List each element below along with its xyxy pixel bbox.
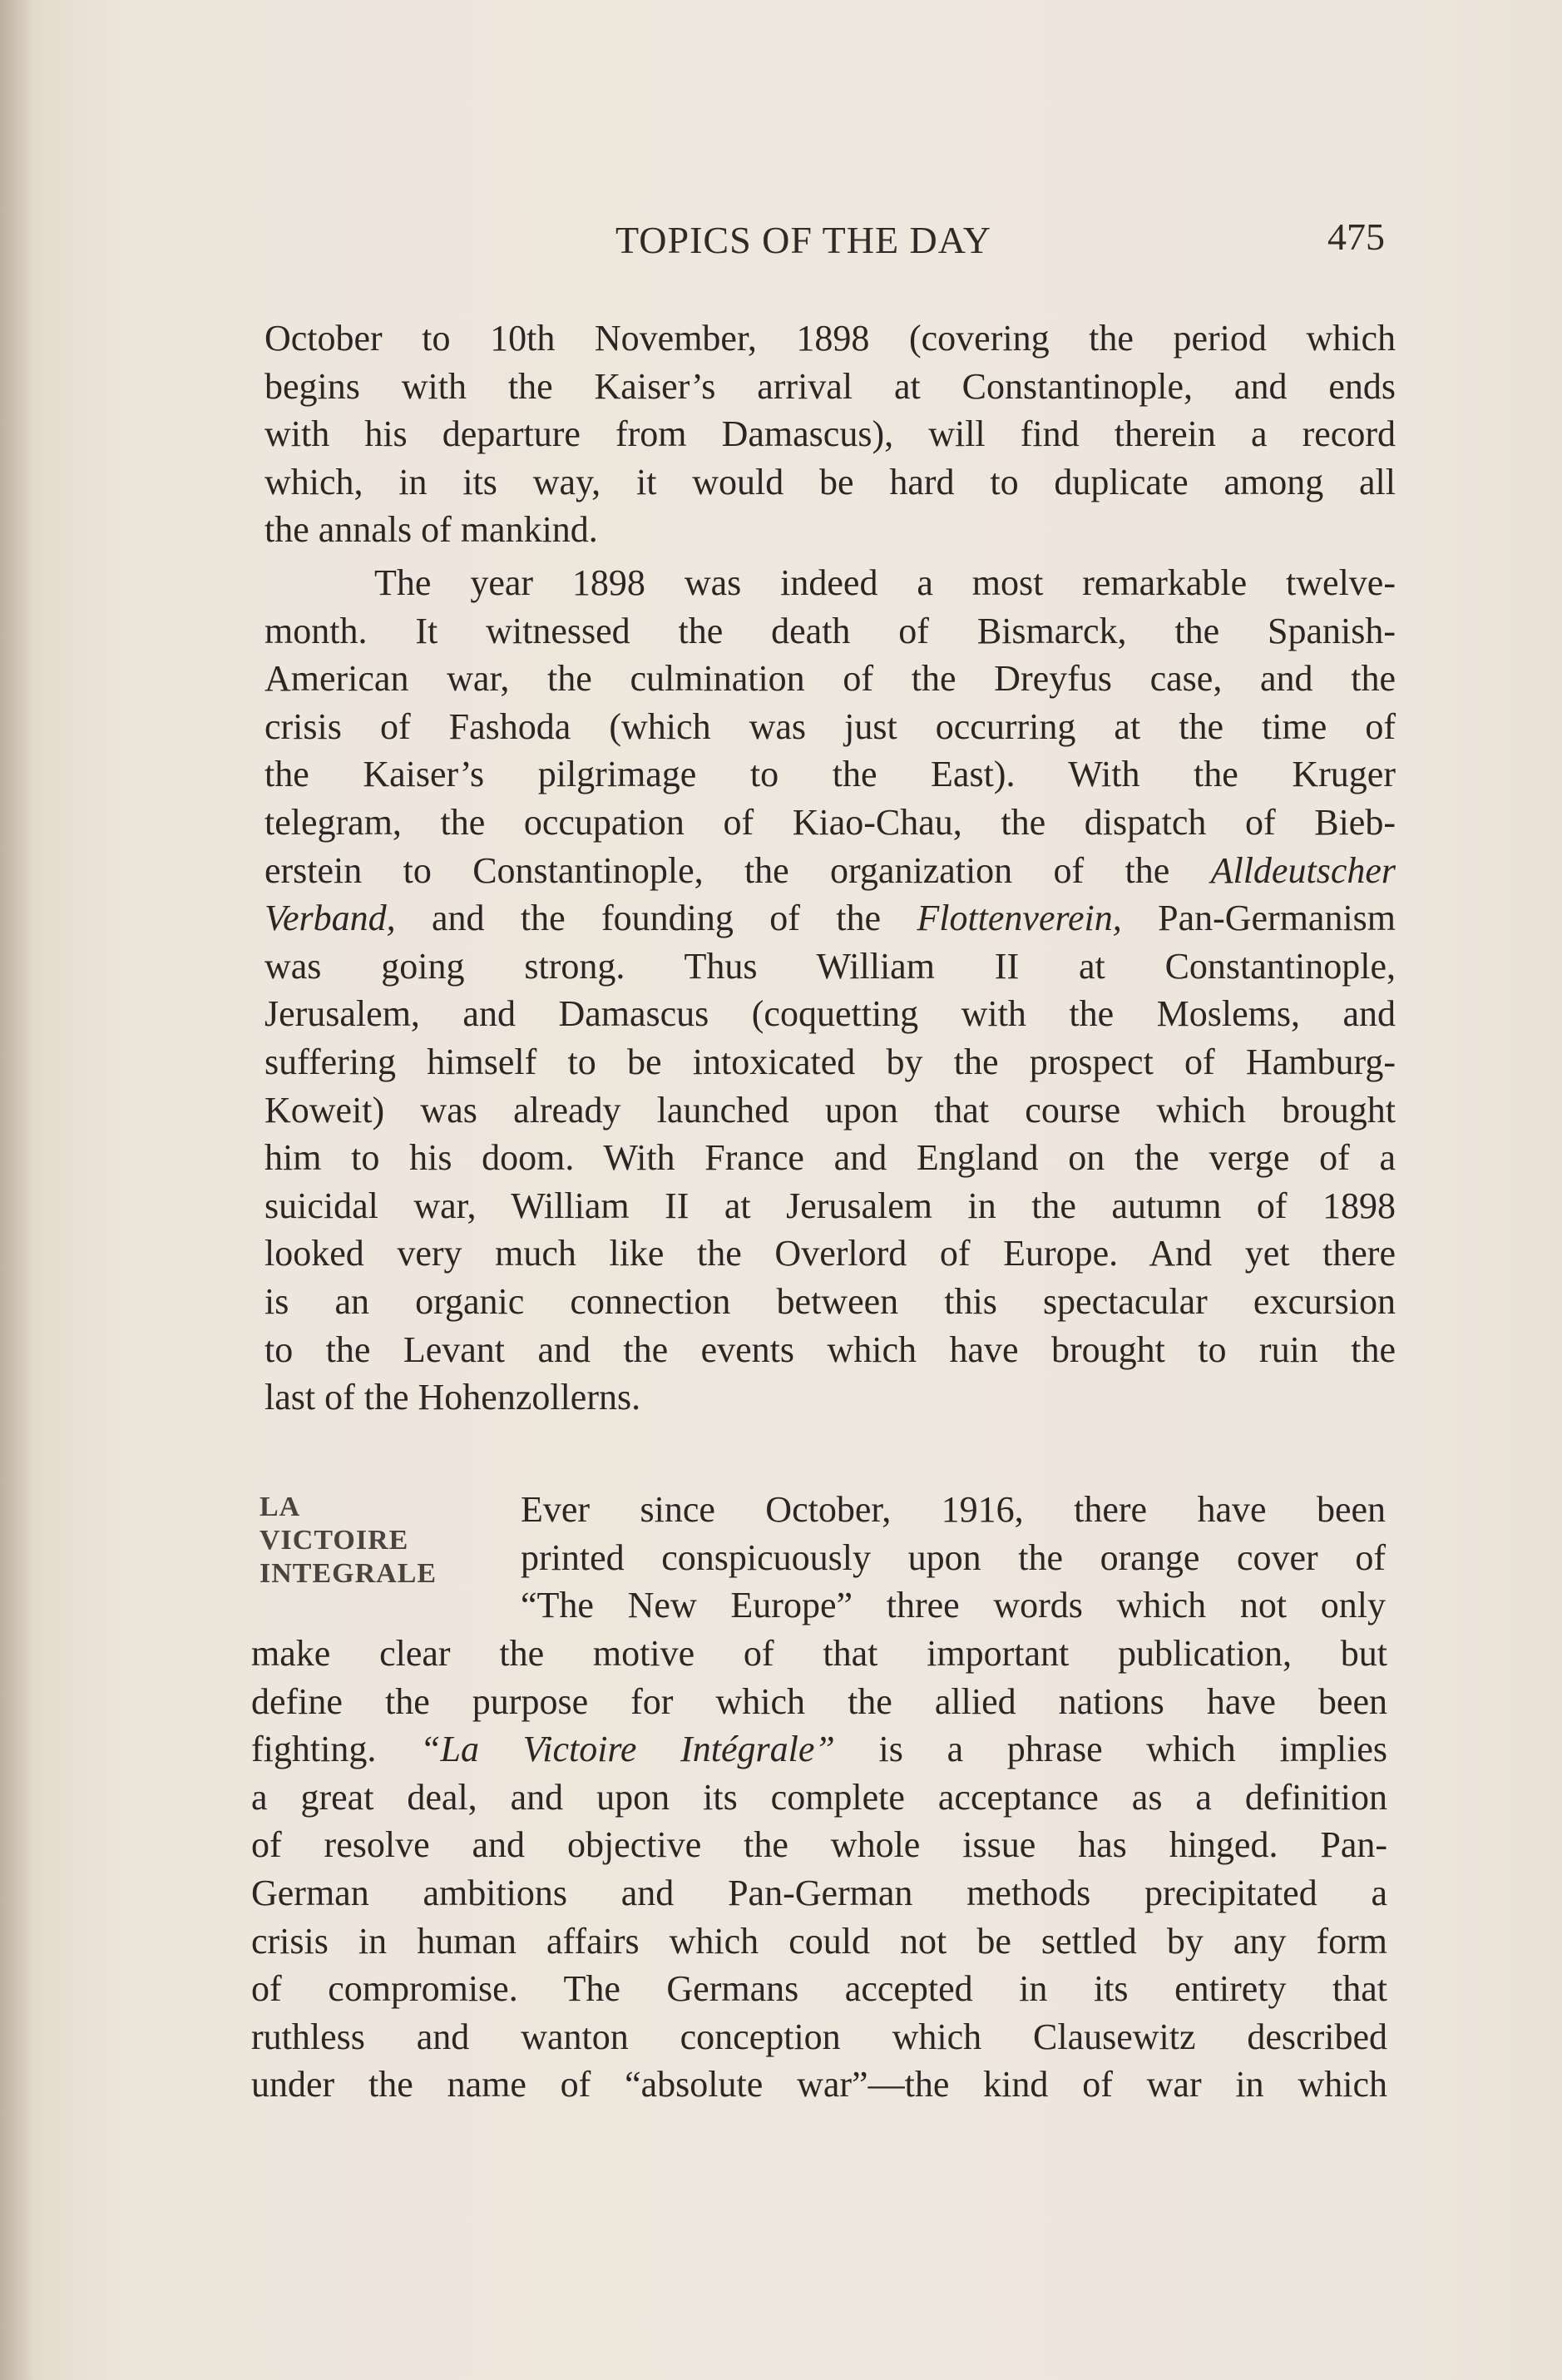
text-line: looked very much like the Overlord of Europe. And yet there (264, 1233, 1396, 1274)
text-line: Jerusalem, and Damascus (coquetting with the Moslems, and (264, 993, 1396, 1035)
text-fragment: and the founding of the (432, 898, 881, 939)
text-line: printed conspicuously upon the orange cover of (521, 1536, 1386, 1578)
text-fragment: erstein to Constantinople, the organization of the (264, 849, 1170, 891)
italic-term: Alldeutscher (1210, 849, 1396, 891)
text-fragment: fighting. (251, 1729, 377, 1770)
marginal-heading-line: INTEGRALE (260, 1558, 437, 1589)
text-line: is an organic connection between this spectacular excursion (264, 1280, 1396, 1322)
text-line: the Kaiser’s pilgrimage to the East). With the Kruger (264, 754, 1396, 795)
text-line: a great deal, and upon its complete acceptance as a definition (251, 1776, 1387, 1818)
text-line: suicidal war, William II at Jerusalem in the autumn of 1898 (264, 1185, 1396, 1226)
text-line: under the name of “absolute war”—the kind of war in which (251, 2064, 1387, 2105)
text-line: month. It witnessed the death of Bismarck, the Spanish- (264, 610, 1396, 651)
paragraph-2 (264, 559, 1396, 1422)
text-line: was going strong. Thus William II at Constantinople, (264, 945, 1396, 987)
text-line: German ambitions and Pan-German methods precipitated a (251, 1872, 1387, 1913)
text-line: of resolve and objective the whole issue has hinged. Pan- (251, 1824, 1387, 1866)
text-fragment: Pan-Germanism (1158, 898, 1396, 939)
text-line: begins with the Kaiser’s arrival at Constantinople, and ends (264, 365, 1396, 407)
text-line: The year 1898 was indeed a most remarkable twelve- (374, 562, 1396, 603)
paragraph-3 (251, 1630, 1387, 2109)
text-line: October to 10th November, 1898 (covering the period which (264, 318, 1396, 359)
italic-phrase: “La Victoire Intégrale” (420, 1729, 835, 1770)
text-line: crisis in human affairs which could not be settled by any form (251, 1920, 1387, 1962)
paragraph-1 (264, 314, 1396, 554)
text-line-with-italic (264, 847, 1396, 895)
gutter-shadow (0, 0, 33, 2380)
text-line: American war, the culmination of the Dreyfus case, and the (264, 658, 1396, 700)
text-line: him to his doom. With France and England on the verge of a (264, 1137, 1396, 1179)
marginal-heading-line: LA (260, 1492, 301, 1522)
marginal-heading (260, 1491, 437, 1591)
text-line: which, in its way, it would be hard to duplicate among all (264, 461, 1396, 502)
running-title: TOPICS OF THE DAY (615, 219, 991, 261)
italic-term: Verband, (264, 898, 396, 939)
text-line: “The New Europe” three words which not only (521, 1585, 1386, 1626)
text-line: define the purpose for which the allied nations have been (251, 1680, 1387, 1722)
text-line: the annals of mankind. (264, 509, 598, 551)
text-line: suffering himself to be intoxicated by the prospect of Hamburg- (264, 1041, 1396, 1082)
text-line: last of the Hohenzollerns. (264, 1377, 641, 1418)
marginal-heading-line: VICTOIRE (260, 1525, 409, 1556)
text-line: Koweit) was already launched upon that course which brought (264, 1089, 1396, 1131)
paragraph-3-side (521, 1486, 1386, 1630)
text-line: Ever since October, 1916, there have been (521, 1489, 1386, 1530)
italic-term: Flottenverein, (917, 898, 1122, 939)
text-line-with-italic (264, 894, 1396, 943)
text-line: with his departure from Damascus), will find therein a record (264, 413, 1396, 455)
text-line: crisis of Fashoda (which was just occurring at the time of (264, 705, 1396, 747)
text-line-with-italic (251, 1725, 1387, 1774)
text-line: ruthless and wanton conception which Clausewitz described (251, 2016, 1387, 2057)
text-fragment: is a phrase which implies (878, 1729, 1388, 1770)
text-line: make clear the motive of that important publication, but (251, 1633, 1387, 1674)
text-line: telegram, the occupation of Kiao-Chau, the dispatch of Bieb- (264, 801, 1396, 843)
text-line: to the Levant and the events which have brought to ruin the (264, 1329, 1396, 1370)
text-line: of compromise. The Germans accepted in its entirety that (251, 1968, 1387, 2010)
page-number: 475 (1327, 215, 1385, 258)
